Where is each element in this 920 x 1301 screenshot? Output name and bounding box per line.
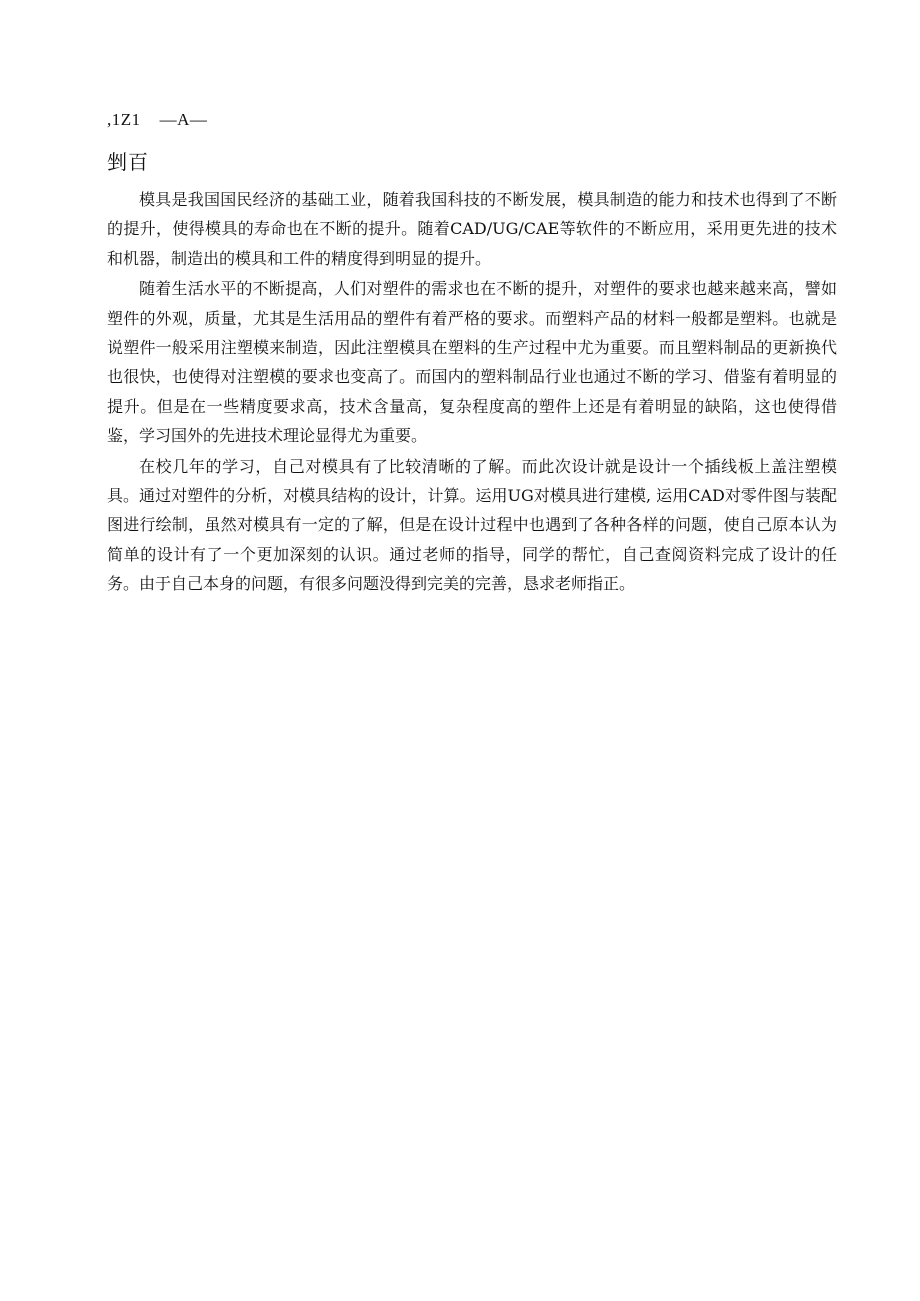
header-text: ,1Z1 —A—	[107, 110, 208, 129]
paragraph-2: 随着生活水平的不断提高，人们对塑件的需求也在不断的提升，对塑件的要求也越来越来高，譬如塑件的外观，质量，尤其是生活用品的塑件有着严格的要求。而塑料产品的材料一般都是塑料。也就是说塑件一般采用注塑模来制造，因此注塑模具在塑料的生产过程中尤为重要。而且塑料制品的更新换代也很快，也使得对注塑模的要求也变高了。而国内的塑料制品行业也通过不断的学习、借鉴有着明显的提升。但是在一些精度要求高，技术含量高，复杂程度高的塑件上还是有着明显的缺陷，这也使得借鉴，学习国外的先进技术理论显得尤为重要。	[107, 279, 837, 446]
paragraph-3: 在校几年的学习，自己对模具有了比较清晰的了解。而此次设计就是设计一个插线板上盖注塑模具。通过对塑件的分析，对模具结构的设计，计算。运用UG对模具进行建模, 运用CAD对零件图与装配图进行绘制，虽然对模具有一定的了解，但是在设计过程中也遇到了各种各样的问题，使自己原本认为简单的设计有了一个更加深刻的认识。通过老师的指导，同学的帮忙，自己查阅资料完成了设计的任务。由于自己本身的问题，有很多问题没得到完美的完善，恳求老师指正。	[107, 456, 837, 594]
body-text	[107, 185, 837, 600]
paragraph-1: 模具是我国国民经济的基础工业，随着我国科技的不断发展，模具制造的能力和技术也得到了不断的提升，使得模具的寿命也在不断的提升。随着CAD/UG/CAE等软件的不断应用，采用更先进的技术和机器，制造出的模具和工件的精度得到明显的提升。	[107, 190, 837, 268]
page-title: 剉百	[107, 150, 149, 174]
